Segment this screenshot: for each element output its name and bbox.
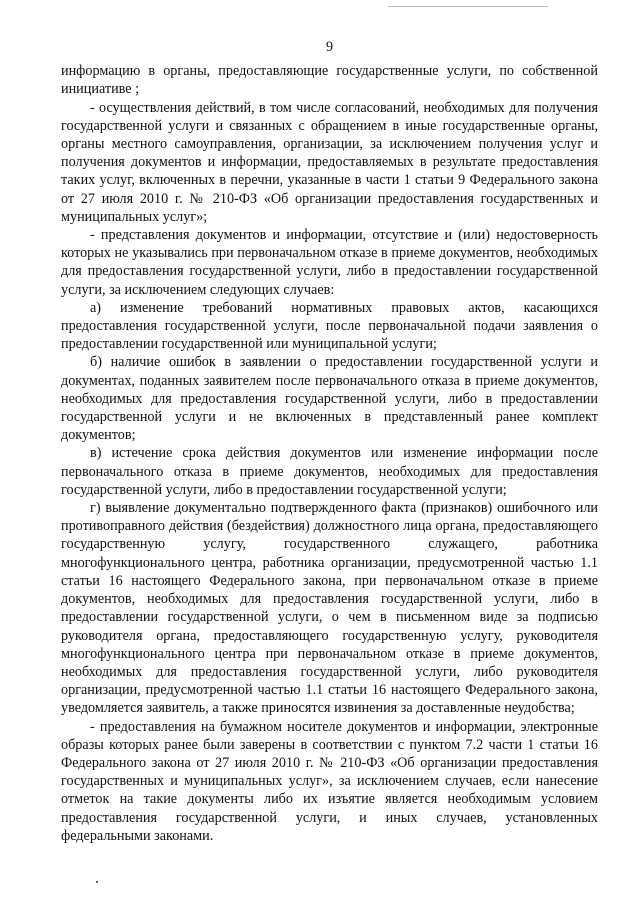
- paragraph-1: информацию в органы, предоставляющие государственные услуги, по собственной инициативе ;: [61, 63, 598, 98]
- paragraph-3: - представления документов и информации, отсутствие и (или) недостоверность которых не указывались при первоначальном отказе в приеме документов, необходимых для предоставления государственной услуги, либо в предоставлении государственной услуги, за исключением следующих случаев:: [61, 227, 598, 298]
- document-page: [61, 38, 598, 845]
- paragraph-4: а) изменение требований нормативных правовых актов, касающихся предоставления государственной услуги, после первоначальной подачи заявления о предоставлении государственной или муниципальной услуги;: [61, 299, 598, 353]
- paragraph-5: б) наличие ошибок в заявлении о предоставлении государственной услуги и документах, поданных заявителем после первоначального отказа в приеме документов, необходимых для предоставления государственной услуги, либо в предоставлении государственной услуги и не включенных в представленный ранее комплект документов;: [61, 354, 598, 444]
- page-number: 9: [325, 39, 334, 55]
- paragraph-7: г) выявление документально подтвержденного факта (признаков) ошибочного или противоправного действия (бездействия) должностного лица органа, предоставляющего государственную услугу, государственного служащего, работника многофункционального центра, работника организации, предусмотренной частью 1.1 статьи 16 настоящего Федерального закона, при первоначальном отказе в приеме документов, необходимых для предоставления государственной услуги, либо в предоставлении государственной услуги, о чем в письменном виде за подписью руководителя органа, предоставляющего государственную услугу, руководителя многофункционального центра при первоначальном отказе в приеме документов, необходимых для предоставления государственной услуги, либо руководителя организации, предусмотренной частью 1.1 статьи 16 настоящего Федерального закона, уведомляется заявитель, а также приносятся извинения за доставленные неудобства;: [61, 500, 598, 717]
- paragraph-2: - осуществления действий, в том числе согласований, необходимых для получения государственной услуги и связанных с обращением в иные государственные органы, органы местного самоуправления, организации, за исключением получения услуг и получения документов и информации, предоставляемых в результате предоставления таких услуг, включенных в перечни, указанные в части 1 статьи 9 Федерального закона от 27 июля 2010 г. № 210-ФЗ «Об организации предоставления государственных и муниципальных услуг»;: [61, 99, 598, 225]
- top-edge-line: [388, 6, 548, 7]
- paragraph-8: - предоставления на бумажном носителе документов и информации, электронные образы которых ранее были заверены в соответствии с пунктом 7.2 части 1 статьи 16 Федерального закона от 27 июля 2010 г. № 210-ФЗ «Об организации предоставления государственных и муниципальных услуг», за исключением случаев, если нанесение отметок на такие документы либо их изъятие является необходимым условием предоставления государственной услуги, и иных случаев, установленных федеральными законами.: [61, 718, 598, 844]
- paragraph-6: в) истечение срока действия документов или изменение информации после первоначального отказа в приеме документов, необходимых для предоставления государственной услуги, либо в предоставлении государственной услуги;: [61, 445, 598, 498]
- scan-speck: [96, 881, 98, 883]
